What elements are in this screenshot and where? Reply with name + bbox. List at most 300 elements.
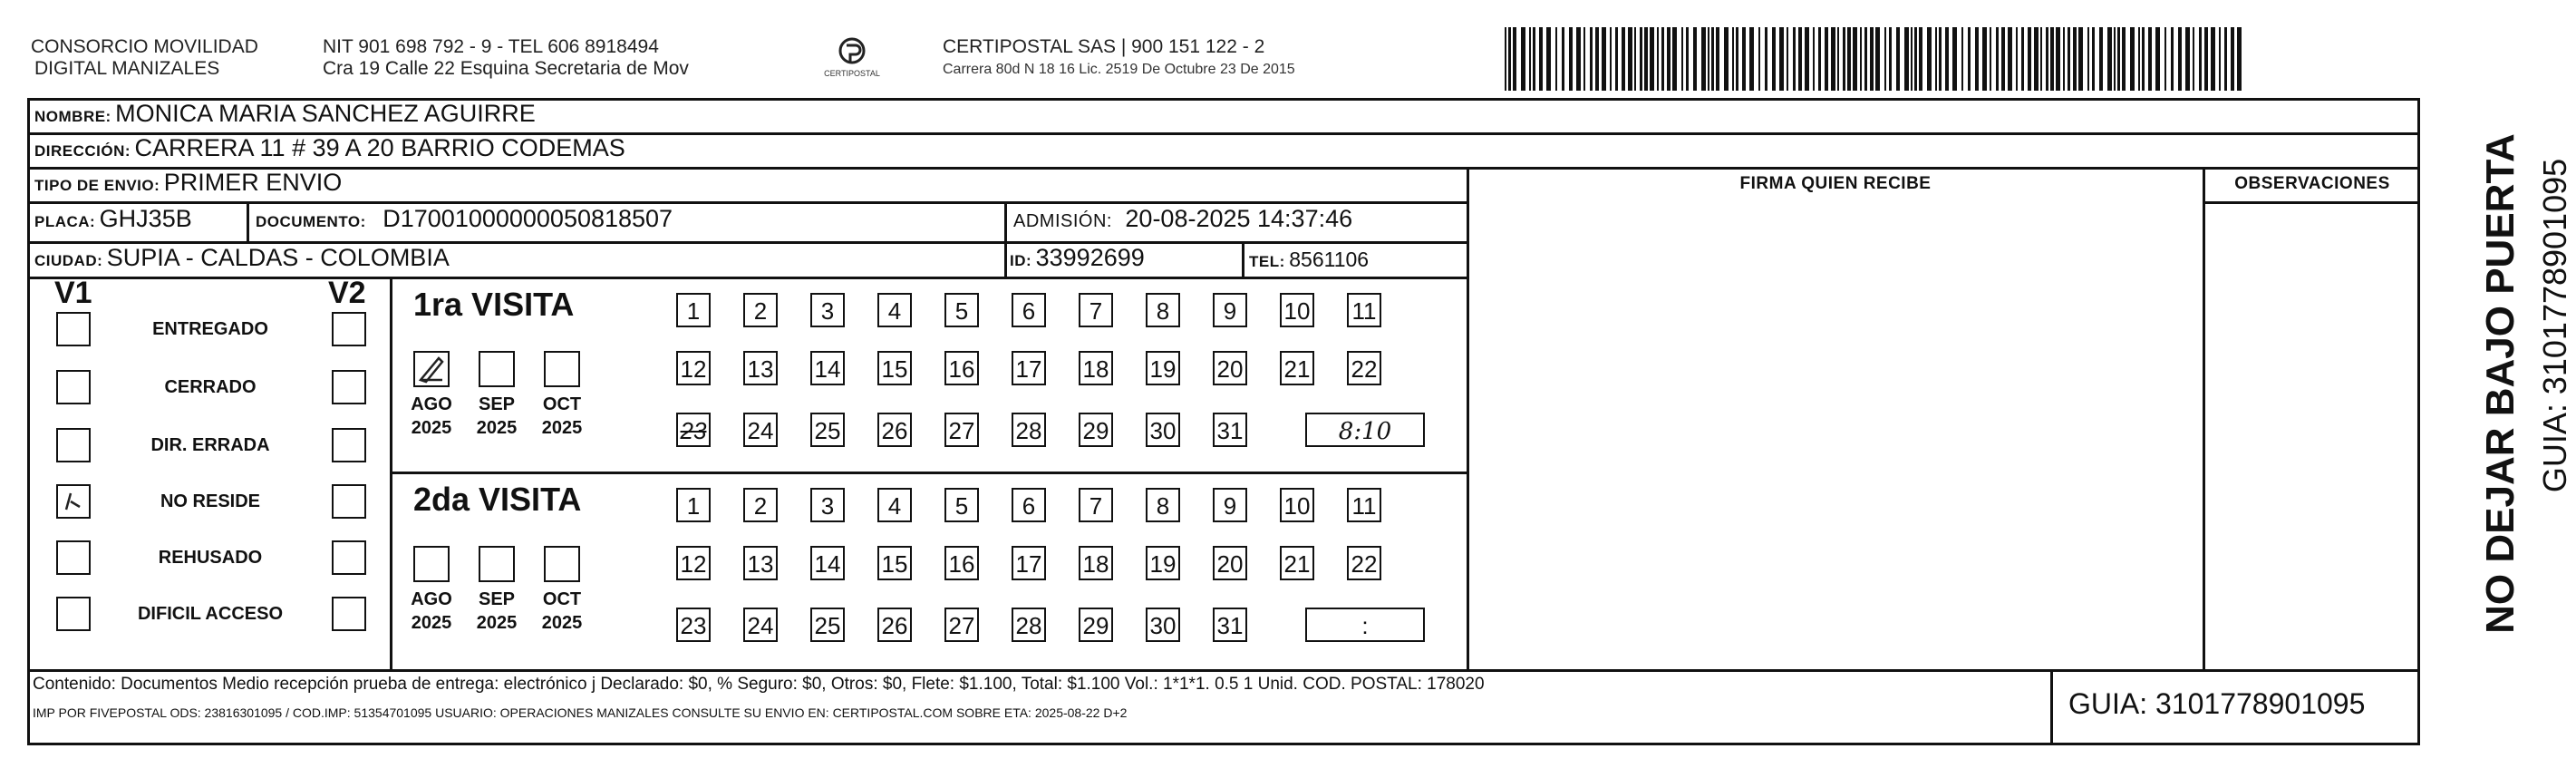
barcode-bar xyxy=(1919,27,1922,91)
barcode-bar xyxy=(1505,27,1506,91)
day-label: 31 xyxy=(1216,417,1244,444)
day-label: 30 xyxy=(1149,612,1177,639)
month-label: SEP xyxy=(478,589,516,609)
day-label: 15 xyxy=(881,550,908,578)
day-checkbox[interactable] xyxy=(1012,546,1046,580)
v2-checkbox[interactable] xyxy=(332,597,366,631)
day-checkbox[interactable] xyxy=(1012,488,1046,522)
day-label: 21 xyxy=(1283,355,1311,383)
v2-heading: V2 xyxy=(328,276,366,310)
tipo-envio-value: PRIMER ENVIO xyxy=(163,169,343,196)
day-label: 13 xyxy=(747,550,774,578)
year-label: 2025 xyxy=(411,418,452,438)
day-checkbox[interactable] xyxy=(810,488,845,522)
observaciones-label: OBSERVACIONES xyxy=(2234,174,2390,193)
day-label: 7 xyxy=(1089,297,1103,325)
day-checkbox[interactable] xyxy=(1280,546,1314,580)
day-checkbox[interactable] xyxy=(743,351,778,385)
admision-value: 20-08-2025 14:37:46 xyxy=(1125,205,1353,232)
day-label: 4 xyxy=(887,297,902,325)
placa-label: PLACA: xyxy=(34,213,96,230)
day-checkbox[interactable] xyxy=(944,351,979,385)
barcode-bar xyxy=(2193,27,2194,91)
day-label: 4 xyxy=(887,492,902,520)
barcode-bar xyxy=(1529,27,1531,91)
day-label: 2 xyxy=(753,492,768,520)
day-label: 14 xyxy=(814,550,841,578)
barcode-bar xyxy=(2114,27,2116,91)
side-guia: GUIA: 3101778901095 xyxy=(2536,158,2573,493)
barcode-bar xyxy=(1758,27,1760,91)
barcode-bar xyxy=(1628,27,1632,91)
day-checkbox[interactable] xyxy=(1213,351,1247,385)
barcode-bar xyxy=(2056,27,2060,91)
barcode-bar xyxy=(1798,27,1802,91)
day-label: 20 xyxy=(1216,550,1244,578)
barcode-bar xyxy=(2148,27,2152,91)
barcode-bar xyxy=(2078,27,2083,91)
barcode-bar xyxy=(1583,27,1585,91)
barcode-bar xyxy=(2008,27,2012,91)
month-label: SEP xyxy=(478,394,516,414)
day-checkbox[interactable] xyxy=(877,488,912,522)
barcode-bar xyxy=(1837,27,1839,91)
month-checkbox[interactable] xyxy=(479,351,515,387)
day-checkbox[interactable] xyxy=(1146,293,1180,327)
barcode-bar xyxy=(1708,27,1709,91)
month-checkbox[interactable] xyxy=(544,546,580,582)
barcode-bar xyxy=(1765,27,1767,91)
day-checkbox[interactable] xyxy=(1146,608,1180,642)
day-checkbox[interactable] xyxy=(1213,608,1247,642)
day-checkbox[interactable] xyxy=(1079,413,1113,447)
v2-checkbox[interactable] xyxy=(332,312,366,346)
barcode-bar xyxy=(2021,27,2024,91)
nombre-row xyxy=(34,100,536,128)
barcode-bar xyxy=(1990,27,1991,91)
day-checkbox[interactable] xyxy=(743,608,778,642)
day-checkbox[interactable] xyxy=(1280,293,1314,327)
day-label: 29 xyxy=(1082,612,1109,639)
barcode-bar xyxy=(2068,27,2070,91)
day-label: 24 xyxy=(747,417,774,444)
day-label: 2 xyxy=(753,297,768,325)
day-label: 25 xyxy=(814,417,841,444)
barcode-bar xyxy=(1853,27,1857,91)
tipo-envio-label: TIPO DE ENVIO: xyxy=(34,177,160,194)
barcode-bar xyxy=(2001,27,2005,91)
day-checkbox[interactable] xyxy=(1280,488,1314,522)
barcode-bar xyxy=(1945,27,1949,91)
direccion-value: CARRERA 11 # 39 A 20 BARRIO CODEMAS xyxy=(134,134,625,161)
day-checkbox[interactable] xyxy=(1079,351,1113,385)
barcode-bar xyxy=(2231,27,2234,91)
status-option-label: DIR. ERRADA xyxy=(150,435,270,455)
barcode-bar xyxy=(2224,27,2227,91)
day-label: 29 xyxy=(1082,417,1109,444)
day-checkbox[interactable] xyxy=(810,546,845,580)
barcode-bar xyxy=(2138,27,2140,91)
day-label: 8 xyxy=(1156,297,1170,325)
day-checkbox[interactable] xyxy=(877,293,912,327)
barcode-bar xyxy=(2122,27,2126,91)
documento-value: D17001000000050818507 xyxy=(383,205,673,232)
day-label: 26 xyxy=(881,612,908,639)
day-checkbox[interactable] xyxy=(810,293,845,327)
day-label: 9 xyxy=(1223,492,1237,520)
day-label: 26 xyxy=(881,417,908,444)
barcode-bar xyxy=(1508,27,1511,91)
barcode-bar xyxy=(2028,27,2031,91)
barcode-bar xyxy=(1952,27,1957,91)
barcode-bar xyxy=(1644,27,1648,91)
barcode-bar xyxy=(2130,27,2135,91)
day-checkbox[interactable] xyxy=(1146,546,1180,580)
barcode-bar xyxy=(1736,27,1738,91)
day-label: 16 xyxy=(948,355,975,383)
barcode-bar xyxy=(1661,27,1664,91)
barcode-bar xyxy=(1576,27,1581,91)
barcode-bar xyxy=(1595,27,1599,91)
barcode-bar xyxy=(1975,27,1979,91)
day-checkbox[interactable] xyxy=(810,608,845,642)
month-label: OCT xyxy=(542,394,582,414)
day-checkbox[interactable] xyxy=(743,293,778,327)
day-checkbox[interactable] xyxy=(944,546,979,580)
day-label: 18 xyxy=(1082,550,1109,578)
day-checkbox[interactable] xyxy=(1213,413,1247,447)
barcode-bar xyxy=(2178,27,2182,91)
barcode-bar xyxy=(1657,27,1659,91)
barcode-bar xyxy=(1634,27,1636,91)
v1-checkbox[interactable] xyxy=(56,540,91,575)
barcode-bar xyxy=(2185,27,2190,91)
day-checkbox[interactable] xyxy=(877,351,912,385)
day-label: 13 xyxy=(747,355,774,383)
barcode-bar xyxy=(1889,27,1892,91)
month-label: AGO xyxy=(411,589,452,609)
barcode-bar xyxy=(1939,27,1942,91)
year-label: 2025 xyxy=(476,613,518,633)
company-address: Cra 19 Calle 22 Esquina Secretaria de Mov xyxy=(323,58,689,79)
day-checkbox[interactable] xyxy=(743,413,778,447)
barcode-bar xyxy=(1904,27,1909,91)
year-label: 2025 xyxy=(411,613,452,633)
no-dejar-bajo-puerta: NO DEJAR BAJO PUERTA xyxy=(2478,133,2523,634)
day-label: 11 xyxy=(1351,297,1377,325)
barcode-bar xyxy=(1716,27,1719,91)
company-name-line1: CONSORCIO MOVILIDAD xyxy=(31,36,258,57)
day-checkbox[interactable] xyxy=(743,546,778,580)
barcode-bar xyxy=(1860,27,1862,91)
day-label: 18 xyxy=(1082,355,1109,383)
day-label: 10 xyxy=(1283,297,1311,325)
day-checkbox[interactable] xyxy=(1347,293,1381,327)
day-label: 14 xyxy=(814,355,841,383)
barcode-bar xyxy=(1896,27,1900,91)
day-checkbox[interactable] xyxy=(1213,546,1247,580)
day-label: 28 xyxy=(1015,612,1042,639)
day-label: 22 xyxy=(1351,355,1378,383)
month-checkbox[interactable] xyxy=(544,351,580,387)
barcode-bar xyxy=(2237,27,2242,91)
barcode-bar xyxy=(1513,27,1516,91)
day-checkbox[interactable] xyxy=(810,351,845,385)
barcode-bar xyxy=(1996,27,1999,91)
v1-checkbox[interactable] xyxy=(56,597,91,631)
v2-checkbox[interactable] xyxy=(332,484,366,519)
barcode-bar xyxy=(1935,27,1937,91)
tipo-envio-row xyxy=(34,169,342,197)
barcode-bar xyxy=(2171,27,2174,91)
barcode-bar xyxy=(1831,27,1835,91)
day-checkbox[interactable] xyxy=(877,413,912,447)
barcode-bar xyxy=(1521,27,1525,91)
id-label: ID: xyxy=(1010,252,1032,269)
barcode-bar xyxy=(1911,27,1913,91)
barcode-bar xyxy=(1982,27,1987,91)
time-field[interactable] xyxy=(1305,608,1425,642)
id-value: 33992699 xyxy=(1035,244,1145,271)
day-checkbox[interactable] xyxy=(1079,546,1113,580)
status-option-label: DIFICIL ACCESO xyxy=(137,604,283,624)
barcode-bar xyxy=(1711,27,1714,91)
day-label: 25 xyxy=(814,612,841,639)
day-checkbox[interactable] xyxy=(944,488,979,522)
v1-checkbox[interactable] xyxy=(56,484,91,519)
day-checkbox[interactable] xyxy=(1012,351,1046,385)
barcode-bar xyxy=(1640,27,1642,91)
day-label: 24 xyxy=(747,612,774,639)
day-label: 12 xyxy=(680,355,707,383)
barcode-bar xyxy=(1602,27,1606,91)
logo-caption: CERTIPOSTAL xyxy=(824,69,880,78)
status-option-label: CERRADO xyxy=(164,377,257,397)
barcode-bar xyxy=(1961,27,1963,91)
tel-label: TEL: xyxy=(1249,253,1285,270)
day-checkbox[interactable] xyxy=(676,546,711,580)
status-option-label: ENTREGADO xyxy=(152,319,268,339)
day-label: 27 xyxy=(948,417,975,444)
day-checkbox[interactable] xyxy=(1146,413,1180,447)
status-option-label: REHUSADO xyxy=(158,548,263,568)
barcode-bar xyxy=(2155,27,2160,91)
day-checkbox[interactable] xyxy=(1213,488,1247,522)
day-label: 12 xyxy=(680,550,707,578)
day-checkbox[interactable] xyxy=(877,608,912,642)
day-checkbox[interactable] xyxy=(676,488,711,522)
barcode-bar xyxy=(1847,27,1851,91)
barcode-bar xyxy=(1825,27,1828,91)
month-label: AGO xyxy=(411,394,452,414)
footer-guia: GUIA: 3101778901095 xyxy=(2068,687,2366,720)
day-checkbox[interactable] xyxy=(1079,608,1113,642)
day-label: 9 xyxy=(1223,297,1237,325)
barcode-bar xyxy=(1772,27,1776,91)
day-checkbox[interactable] xyxy=(877,546,912,580)
day-checkbox[interactable] xyxy=(1347,351,1381,385)
day-checkbox[interactable] xyxy=(1012,413,1046,447)
time-field[interactable] xyxy=(1305,413,1425,447)
courier-name: CERTIPOSTAL SAS | 900 151 122 - 2 xyxy=(943,36,1265,57)
barcode-bar xyxy=(1562,27,1564,91)
barcode-bar xyxy=(2211,27,2215,91)
barcode-bar xyxy=(2087,27,2089,91)
day-label: 7 xyxy=(1089,492,1103,520)
status-option-label: NO RESIDE xyxy=(160,491,261,511)
month-checkbox[interactable] xyxy=(413,546,450,582)
day-checkbox[interactable] xyxy=(1146,488,1180,522)
barcode-bar xyxy=(2164,27,2166,91)
barcode-bar xyxy=(1672,27,1677,91)
barcode-bar xyxy=(1742,27,1746,91)
day-checkbox[interactable] xyxy=(1280,351,1314,385)
year-label: 2025 xyxy=(476,418,518,438)
day-label: 3 xyxy=(820,492,835,520)
year-label: 2025 xyxy=(541,418,583,438)
barcode-bar xyxy=(1914,27,1917,91)
day-checkbox[interactable] xyxy=(1213,293,1247,327)
barcode-bar xyxy=(2142,27,2145,91)
day-label: 1 xyxy=(686,297,701,325)
day-checkbox[interactable] xyxy=(676,413,711,447)
barcode-bar xyxy=(1732,27,1734,91)
day-checkbox[interactable] xyxy=(743,488,778,522)
barcode-bar xyxy=(1813,27,1815,91)
day-label: 23 xyxy=(680,417,707,444)
day-label: 5 xyxy=(954,492,969,520)
day-label: 16 xyxy=(948,550,975,578)
day-label: 30 xyxy=(1149,417,1177,444)
barcode-bar xyxy=(1533,27,1535,91)
year-label: 2025 xyxy=(541,613,583,633)
documento-label: DOCUMENTO: xyxy=(256,213,366,230)
ciudad-label: CIUDAD: xyxy=(34,252,103,269)
barcode-bar xyxy=(2016,27,2018,91)
barcode-bar xyxy=(1864,27,1867,91)
month-checkbox[interactable] xyxy=(479,546,515,582)
day-checkbox[interactable] xyxy=(1347,488,1381,522)
barcode-bar xyxy=(1843,27,1845,91)
day-checkbox[interactable] xyxy=(810,413,845,447)
day-label: 6 xyxy=(1022,297,1036,325)
barcode-bar xyxy=(2204,27,2208,91)
barcode-bar xyxy=(1787,27,1788,91)
day-checkbox[interactable] xyxy=(1012,608,1046,642)
day-label: 6 xyxy=(1022,492,1036,520)
barcode-bar xyxy=(2050,27,2054,91)
day-checkbox[interactable] xyxy=(1079,488,1113,522)
day-checkbox[interactable] xyxy=(944,413,979,447)
v2-checkbox[interactable] xyxy=(332,428,366,462)
barcode-bar xyxy=(2034,27,2039,91)
barcode-bar xyxy=(2219,27,2221,91)
day-checkbox[interactable] xyxy=(1079,293,1113,327)
day-label: 31 xyxy=(1216,612,1244,639)
barcode-bar xyxy=(1539,27,1543,91)
barcode-bar xyxy=(1622,27,1625,91)
day-checkbox[interactable] xyxy=(1347,546,1381,580)
nit-line: NIT 901 698 792 - 9 - TEL 606 8918494 xyxy=(323,36,659,57)
barcode-bar xyxy=(2092,27,2095,91)
v1-checkbox[interactable] xyxy=(56,428,91,462)
day-checkbox[interactable] xyxy=(676,293,711,327)
barcode-bar xyxy=(1968,27,1971,91)
day-label: 11 xyxy=(1351,492,1377,520)
v1-checkbox[interactable] xyxy=(56,312,91,346)
barcode-bar xyxy=(1724,27,1729,91)
nombre-value: MONICA MARIA SANCHEZ AGUIRRE xyxy=(115,100,536,127)
barcode-bar xyxy=(2040,27,2042,91)
day-label: 5 xyxy=(954,297,969,325)
barcode-bar xyxy=(1667,27,1671,91)
day-label: 27 xyxy=(948,612,975,639)
v2-checkbox[interactable] xyxy=(332,370,366,404)
barcode-bar xyxy=(1805,27,1809,91)
barcode-bar xyxy=(1779,27,1784,91)
ciudad-value: SUPIA - CALDAS - COLOMBIA xyxy=(106,244,450,271)
nombre-label: NOMBRE: xyxy=(34,108,111,125)
v1-checkbox[interactable] xyxy=(56,370,91,404)
day-label: 3 xyxy=(820,297,835,325)
day-checkbox[interactable] xyxy=(944,293,979,327)
company-name-line2: DIGITAL MANIZALES xyxy=(34,58,220,79)
day-checkbox[interactable] xyxy=(676,351,711,385)
barcode-bar xyxy=(1884,27,1886,91)
barcode-bar xyxy=(2073,27,2077,91)
barcode-bar xyxy=(1686,27,1689,91)
day-label: 23 xyxy=(680,612,707,639)
barcode-bar xyxy=(1555,27,1557,91)
day-label: 17 xyxy=(1015,550,1042,578)
month-checkbox[interactable] xyxy=(413,351,450,387)
barcode-bar xyxy=(1793,27,1796,91)
day-label: 15 xyxy=(881,355,908,383)
v1-heading: V1 xyxy=(54,276,92,310)
day-checkbox[interactable] xyxy=(944,608,979,642)
time-value: 8:10 xyxy=(1338,418,1392,445)
barcode-bar xyxy=(2117,27,2120,91)
barcode-bar xyxy=(1610,27,1612,91)
contenido-text: Contenido: Documentos Medio recepción prueba de entrega: electrónico j Declarado: $0, % Seguro: $0, Otros: $0, Flete: $1.100, Total: $1.100 Vol.: 1*1*1. 0.5 1 Unid. COD. POSTAL: 178020 xyxy=(33,675,1485,694)
day-checkbox[interactable] xyxy=(1012,293,1046,327)
day-label: 22 xyxy=(1351,550,1378,578)
barcode-bar xyxy=(1546,27,1551,91)
barcode-bar xyxy=(1615,27,1618,91)
v2-checkbox[interactable] xyxy=(332,540,366,575)
day-checkbox[interactable] xyxy=(676,608,711,642)
direccion-label: DIRECCIÓN: xyxy=(34,142,131,160)
admision-label: ADMISIÓN: xyxy=(1013,211,1112,231)
day-label: 19 xyxy=(1149,550,1177,578)
barcode-bar xyxy=(1681,27,1683,91)
barcode-bar xyxy=(2046,27,2048,91)
tel-value: 8561106 xyxy=(1289,248,1370,271)
day-label: 8 xyxy=(1156,492,1170,520)
day-label: 10 xyxy=(1283,492,1311,520)
barcode-bar xyxy=(1693,27,1697,91)
barcode-bar xyxy=(1818,27,1821,91)
imp-text: IMP POR FIVEPOSTAL ODS: 23816301095 / COD.IMP: 51354701095 USUARIO: OPERACIONES MANIZALES CONSULTE SU ENVIO EN: CERTIPOSTAL.COM SOBRE ETA: 2025-08-22 D+2 xyxy=(33,705,1128,720)
barcode xyxy=(1505,27,2248,91)
visit-title: 2da VISITA xyxy=(413,481,582,518)
firma-label: FIRMA QUIEN RECIBE xyxy=(1739,174,1932,193)
courier-license: Carrera 80d N 18 16 Lic. 2519 De Octubre 23 De 2015 xyxy=(943,62,1295,77)
direccion-row xyxy=(34,134,625,162)
barcode-bar xyxy=(1870,27,1874,91)
day-checkbox[interactable] xyxy=(1146,351,1180,385)
barcode-bar xyxy=(2099,27,2103,91)
